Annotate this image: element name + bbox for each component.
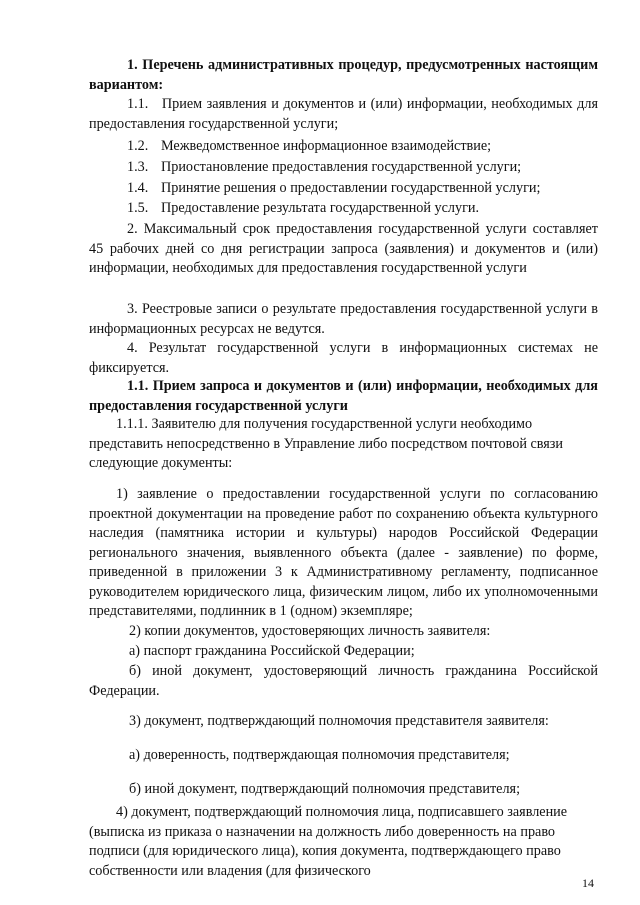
document-item-1: 1) заявление о предоставлении государственной услуги по согласованию проектной документации на проведение работ по сохранению объекта культурного наследия (памятника истории и культуры) народов Российской Федерации регионального значения, выявленного объекта (далее - заявление) по форме, приведенной в приложении 3 к Административному регламенту, подписанное руководителем юридического лица, физическим лицом, либо их уполномоченными представителями, подлинник в 1 (одном) экземпляре;	[89, 486, 598, 619]
document-item-2: 2) копии документов, удостоверяющих личность заявителя:	[129, 623, 491, 639]
paragraph-result: 4. Результат государственной услуги в информационных системах не фиксируется.	[89, 340, 598, 376]
list-item-1-2	[127, 137, 598, 157]
subsection-heading: 1.1. Прием запроса и документов и (или) информации, необходимых для предоставления государственной услуги	[89, 378, 598, 414]
list-item-1-3	[127, 158, 598, 178]
paragraph-registry: 3. Реестровые записи о результате предоставления государственной услуги в информационных ресурсах не ведутся.	[89, 301, 598, 337]
list-item-text: Межведомственное информационное взаимодействие;	[161, 138, 492, 154]
document-item-3b: б) иной документ, подтверждающий полномочия представителя;	[129, 781, 521, 797]
list-item-text: Предоставление результата государственной услуги.	[161, 200, 480, 216]
paragraph-1-1-1: 1.1.1. Заявителю для получения государственной услуги необходимо представить непосредственно в Управление либо посредством почтовой связи следующие документы:	[89, 416, 563, 471]
list-item-1-1	[89, 95, 598, 134]
document-item-3: 3) документ, подтверждающий полномочия представителя заявителя:	[129, 713, 549, 729]
list-item-text: Приостановление предоставления государственной услуги;	[161, 159, 522, 175]
list-item-text: Принятие решения о предоставлении государственной услуги;	[161, 180, 541, 196]
list-item-number: 1.5.	[127, 200, 149, 216]
section-heading: 1. Перечень административных процедур, предусмотренных настоящим вариантом:	[89, 57, 598, 93]
list-item-number: 1.3.	[127, 159, 149, 175]
document-item-3a: а) доверенность, подтверждающая полномочия представителя;	[129, 747, 510, 763]
document-item-2b: б) иной документ, удостоверяющий личность гражданина Российской Федерации.	[89, 663, 598, 699]
document-item-4: 4) документ, подтверждающий полномочия лица, подписавшего заявление (выписка из приказа о назначении на должность либо доверенность на право подписи (для юридического лица), копия документа, подтверждающего право собственности или владения (для физического	[89, 804, 568, 879]
list-item-text: 1.1.	[127, 96, 149, 112]
list-item-number: 1.4.	[127, 180, 149, 196]
list-item-text: Прием заявления и документов и (или) информации, необходимых для предоставления государственной услуги;	[89, 96, 598, 132]
list-item-1-5	[127, 199, 598, 219]
list-item-number: 1.2.	[127, 138, 149, 154]
document-item-2a: а) паспорт гражданина Российской Федерации;	[129, 643, 415, 659]
list-item-1-4	[127, 179, 598, 199]
page-number: 14	[582, 876, 594, 890]
paragraph-max-term: 2. Максимальный срок предоставления государственной услуги составляет 45 рабочих дней со дня регистрации запроса (заявления) и документов и (или) информации, необходимых для предоставления государственной услуги	[89, 221, 598, 276]
